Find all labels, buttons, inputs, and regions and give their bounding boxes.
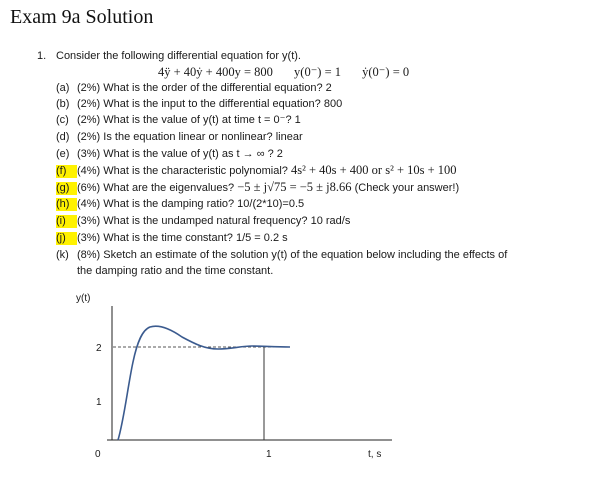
part-label: (f) bbox=[56, 165, 77, 178]
part-label: (j) bbox=[56, 232, 77, 245]
initial-condition-y: y(0⁻) = 1 bbox=[294, 65, 342, 79]
part-label: (k) bbox=[56, 249, 69, 261]
part-label: (e) bbox=[56, 148, 70, 160]
question-intro: Consider the following differential equation for y(t). bbox=[56, 50, 301, 62]
part-text: (2%) What is the value of y(t) at time t = 0⁻? 1 bbox=[77, 114, 301, 126]
y-axis-label: y(t) bbox=[76, 293, 91, 304]
part-text: (3%) What is the time constant? 1/5 = 0.2 s bbox=[77, 232, 288, 244]
y-tick-1: 1 bbox=[96, 397, 102, 408]
document-title: Exam 9a Solution bbox=[10, 6, 154, 28]
x-tick-1: 1 bbox=[266, 449, 272, 460]
x-axis-label: t, s bbox=[368, 449, 382, 460]
part-text: (4%) What is the characteristic polynomial? bbox=[77, 165, 288, 177]
equation-main: 4ÿ + 40ẏ + 400y = 800 bbox=[158, 65, 273, 79]
part-text: (2%) What is the order of the differential equation? 2 bbox=[77, 82, 332, 94]
part-label: (g) bbox=[56, 182, 77, 195]
part-label: (b) bbox=[56, 98, 70, 110]
part-label: (d) bbox=[56, 131, 70, 143]
y-tick-0: 0 bbox=[95, 449, 101, 460]
y-tick-2: 2 bbox=[96, 343, 102, 354]
part-label: (c) bbox=[56, 114, 69, 126]
part-text: (6%) What are the eigenvalues? bbox=[77, 182, 235, 194]
part-label: (h) bbox=[56, 198, 77, 211]
eigenvalues: −5 ± j√75 = −5 ± j8.66 bbox=[237, 180, 352, 194]
part-label: (i) bbox=[56, 215, 77, 228]
part-k-continuation: the damping ratio and the time constant. bbox=[77, 265, 274, 277]
part-label: (a) bbox=[56, 82, 70, 94]
part-text: (3%) What is the undamped natural frequency? 10 rad/s bbox=[77, 215, 351, 227]
initial-condition-ydot: ẏ(0⁻) = 0 bbox=[362, 65, 410, 79]
question-number: 1. bbox=[37, 50, 47, 62]
part-text: (2%) What is the input to the differential equation? 800 bbox=[77, 98, 343, 110]
part-text: (2%) Is the equation linear or nonlinear? linear bbox=[77, 131, 303, 143]
part-note: (Check your answer!) bbox=[354, 182, 460, 194]
part-text: (3%) What is the value of y(t) as t → ∞ ? 2 bbox=[77, 148, 283, 160]
characteristic-polynomial: 4s² + 40s + 400 or s² + 10s + 100 bbox=[290, 163, 457, 177]
part-text: (4%) What is the damping ratio? 10/(2*10)=0.5 bbox=[77, 198, 305, 210]
part-text: (8%) Sketch an estimate of the solution y(t) of the equation below including the effects of bbox=[77, 249, 508, 261]
